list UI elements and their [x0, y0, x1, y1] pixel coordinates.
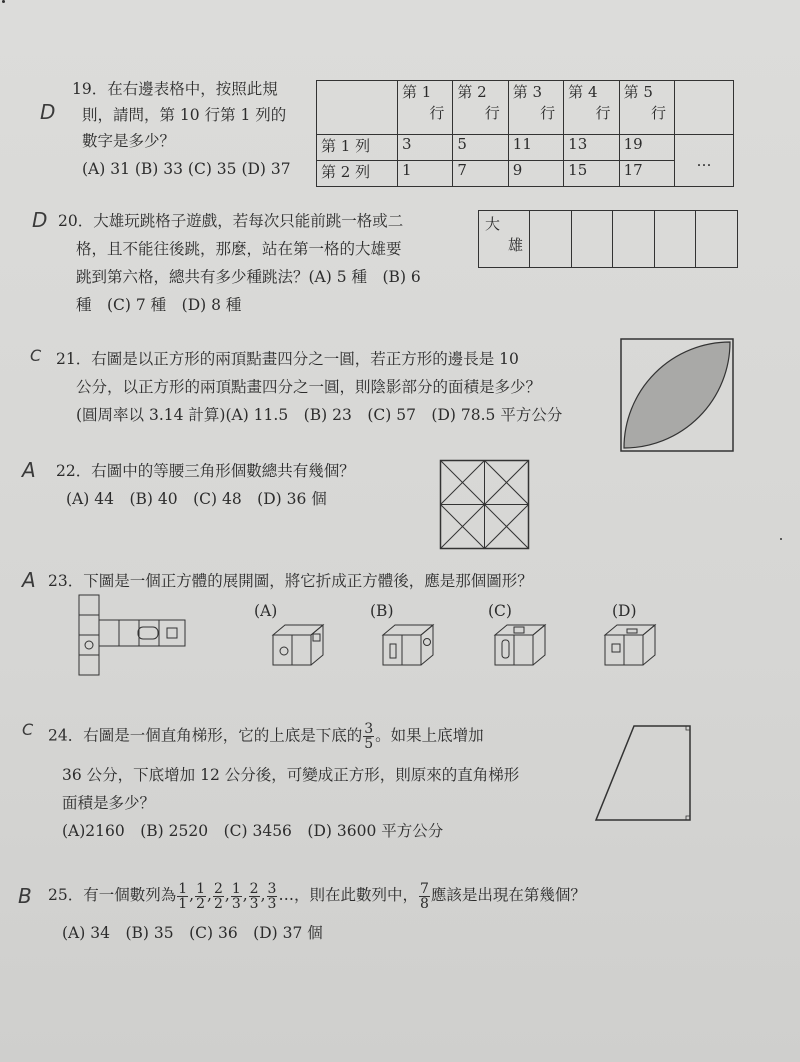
table-header-col5: 第 5 行	[619, 81, 674, 135]
q19-options: (A) 31 (B) 33 (C) 35 (D) 37	[82, 160, 291, 178]
table-row1-label: 第 1 列	[317, 135, 398, 161]
q19-text-line2: 則，請問，第 10 行第 1 列的	[82, 106, 287, 124]
sequence-comma: ,	[260, 886, 266, 904]
q25-text-line1: 25．有一個數列為 $\frac{1}{1}$ , $\frac{1}{2}$ , $\frac{2}{2}$ , $\frac{1}{3}$ , $\frac{2}{3}$ , $\frac{3}{3}$ …，則在此數列中， $\frac{7}{8}$ 應該是出現在第幾個？	[48, 880, 586, 912]
q20-hopscotch-grid	[478, 210, 738, 268]
q20-text-line2: 格，且不能往後跳，那麼，站在第一格的大雄要	[76, 240, 402, 258]
q22-triangle-grid	[440, 460, 530, 550]
q20-text-line1: 20．大雄玩跳格子遊戲，若每次只能前跳一格或二	[58, 212, 404, 230]
sequence-comma: ,	[224, 886, 230, 904]
hopscotch-cell-1: 大 雄	[479, 211, 530, 268]
hopscotch-cell	[654, 211, 696, 268]
hopscotch-cell	[696, 211, 738, 268]
fraction-sequence	[176, 880, 278, 912]
table-cell: 9	[508, 161, 563, 187]
q24-options: (A)2160 (B) 2520 (C) 3456 (D) 3600 平方公分	[62, 822, 444, 840]
q23-label-c: (C)	[488, 602, 512, 620]
hopscotch-cell	[530, 211, 572, 268]
q19-text-line3: 數字是多少？	[82, 132, 176, 150]
answer-mark-20: D	[32, 208, 48, 232]
q19-text-line1: 19．在右邊表格中，按照此規	[72, 80, 278, 98]
table-row2-label: 第 2 列	[317, 161, 398, 187]
sequence-fraction: $\frac{2}{2}$	[213, 880, 223, 912]
shaded-lens	[624, 342, 730, 448]
table-cell: 5	[453, 135, 508, 161]
table-cell: 13	[564, 135, 619, 161]
sequence-fraction: $\frac{1}{3}$	[231, 880, 241, 912]
q21-square-figure	[620, 338, 734, 452]
answer-mark-21: C	[30, 346, 42, 365]
table-cell: 1	[398, 161, 453, 187]
table-cell: 11	[508, 135, 563, 161]
sequence-fraction: $\frac{3}{3}$	[267, 880, 277, 912]
table-header-col1: 第 1 行	[398, 81, 453, 135]
fraction-3-5: $\frac{3}{5}$	[364, 721, 374, 752]
sequence-comma: ,	[189, 886, 195, 904]
q24-text-line2: 36 公分，下底增加 12 公分後，可變成正方形，則原來的直角梯形	[62, 766, 520, 784]
q25-options: (A) 34 (B) 35 (C) 36 (D) 37 個	[62, 924, 323, 942]
table-extra-header	[675, 81, 734, 135]
sequence-fraction: $\frac{1}{2}$	[196, 880, 206, 912]
q24-text-line1: 24．右圖是一個直角梯形，它的上底是下底的 $\frac{3}{5}$ 。如果上底增加	[48, 721, 484, 752]
table-cell: 17	[619, 161, 674, 187]
q20-text-line4: 種 (C) 7 種 (D) 8 種	[76, 296, 242, 314]
cube-option-c	[494, 622, 548, 668]
q23-label-b: (B)	[370, 602, 394, 620]
answer-mark-23: A	[22, 568, 36, 592]
answer-mark-25: B	[18, 884, 32, 908]
q22-options: (A) 44 (B) 40 (C) 48 (D) 36 個	[66, 490, 327, 508]
table-header-col2: 第 2 行	[453, 81, 508, 135]
table-cell: 15	[564, 161, 619, 187]
answer-mark-22: A	[22, 458, 36, 482]
corner-speck	[2, 0, 5, 3]
q19-number-table	[316, 80, 734, 187]
sequence-fraction: $\frac{1}{1}$	[178, 880, 188, 912]
answer-mark-24: C	[22, 720, 34, 739]
table-cell: 19	[619, 135, 674, 161]
table-header-col4: 第 4 行	[564, 81, 619, 135]
q23-label-a: (A)	[254, 602, 278, 620]
cube-option-a	[272, 622, 326, 668]
hopscotch-cell	[613, 211, 655, 268]
q23-text-line1: 23．下圖是一個正方體的展開圖，將它折成正方體後，應是那個圖形？	[48, 572, 533, 590]
table-cell: 3	[398, 135, 453, 161]
table-corner-cell	[317, 81, 398, 135]
sequence-comma: ,	[242, 886, 248, 904]
cube-option-b	[382, 622, 436, 668]
cube-option-d	[604, 622, 658, 668]
q23-label-d: (D)	[612, 602, 637, 620]
q21-text-line1: 21．右圖是以正方形的兩頂點畫四分之一圓，若正方形的邊長是 10	[56, 350, 519, 368]
q22-text-line1: 22．右圖中的等腰三角形個數總共有幾個？	[56, 462, 355, 480]
table-ellipsis: …	[675, 135, 734, 187]
q21-text-line3: (圓周率以 3.14 計算)(A) 11.5 (B) 23 (C) 57 (D) 78.5 平方公分	[76, 406, 563, 424]
table-header-col3: 第 3 行	[508, 81, 563, 135]
answer-mark-19: D	[40, 100, 56, 124]
fraction-7-8: $\frac{7}{8}$	[419, 880, 429, 912]
table-cell: 7	[453, 161, 508, 187]
hopscotch-cell	[571, 211, 613, 268]
sequence-comma: ,	[207, 886, 212, 904]
sequence-fraction: $\frac{2}{3}$	[249, 880, 259, 912]
q20-text-line3: 跳到第六格，總共有多少種跳法？(A) 5 種 (B) 6	[76, 268, 421, 286]
q24-trapezoid	[594, 724, 696, 824]
q21-text-line2: 公分，以正方形的兩頂點畫四分之一圓，則陰影部分的面積是多少？	[76, 378, 542, 396]
q24-text-line3: 面積是多少？	[62, 794, 156, 812]
q23-cube-net	[78, 594, 188, 676]
speck	[780, 538, 782, 540]
